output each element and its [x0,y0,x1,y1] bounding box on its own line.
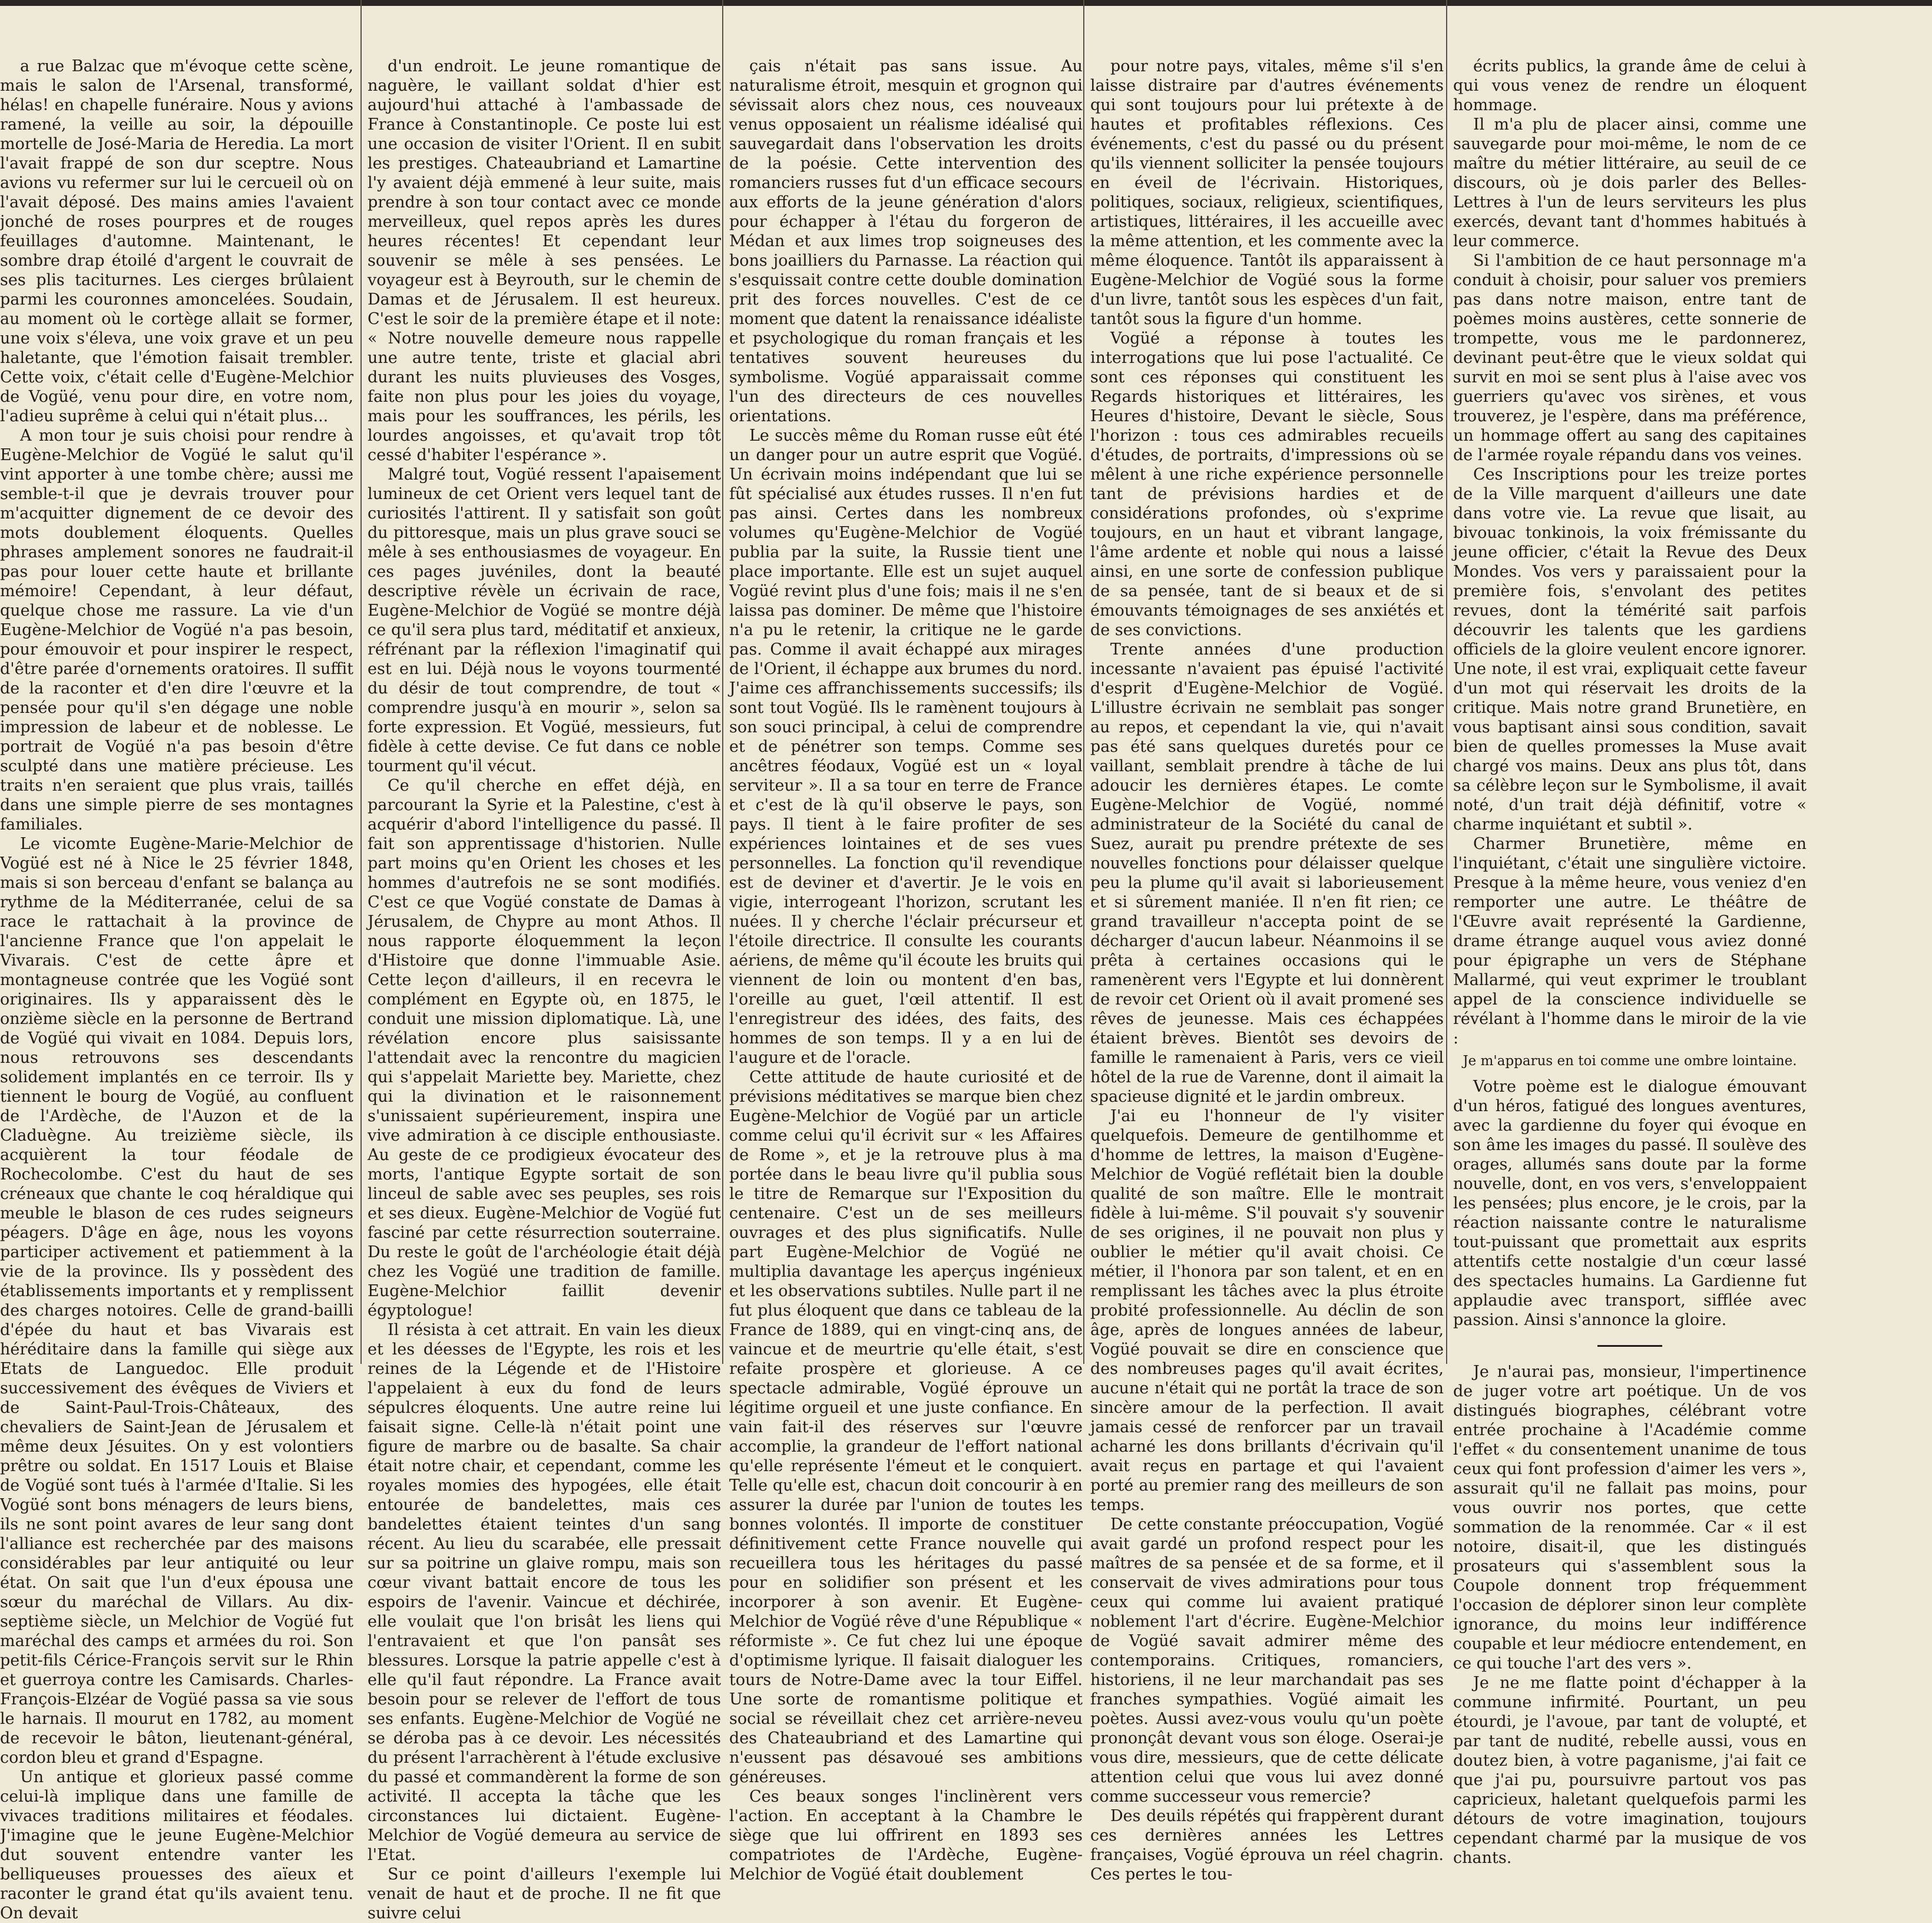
section-separator [1597,1345,1662,1347]
paragraph: Vogüé a réponse à toutes les interrogations que lui pose l'actualité. Ce sont ces réponses qui constituent les Regards historiques et littéraires, les Heures d'histoire, Devant le siècle, Sous l'horizon : tous ces admirables recueils d'études, de portraits, d'impressions où se mêlent à une riche expérience personnelle tant de prévisions hardies et de considérations profondes, où s'exprime toujours, en un haut et vibrant langage, l'âme ardente et noble qui nous a laissé ainsi, en une sorte de confession publique de sa pensée, tant de si beaux et de si émouvants témoignages de ses anxiétés et de ses convictions. [1090,329,1444,639]
column-rule [1446,0,1447,1364]
paragraph: Le vicomte Eugène-Marie-Melchior de Vogüé est né à Nice le 25 février 1848, mais si son berceau d'enfant se balança au rythme de la Méditerranée, celui de sa race le rattachait à la province de l'ancienne France que l'on appelait le Vivarais. C'est de cette âpre et montagneuse contrée que les Vogüé sont originaires. Ils y apparaissent dès le onzième siècle en la personne de Bertrand de Vogüé qui vivait en 1084. Depuis lors, nous retrouvons ses descendants solidement implantés en ce terroir. Ils y tiennent le bourg de Vogüé, au confluent de l'Ardèche, de l'Auzon et de la Claduègne. Au treizième siècle, ils acquièrent la tour féodale de Rochecolombe. C'est du haut de ses créneaux que chante le coq héraldique qui meuble le blason de ces rudes seigneurs péagers. D'âge en âge, nous les voyons participer activement et patiemment à la vie de la province. Ils y possèdent des établissements importants et y remplissent des charges notoires. Celle de grand-bailli d'épée du haut et bas Vivarais est héréditaire dans la famille qui siège aux Etats de Languedoc. Elle produit successivement des évêques de Viviers et de Saint-Paul-Trois-Châteaux, des chevaliers de Saint-Jean de Jérusalem et même deux Jésuites. On y est volontiers prêtre ou soldat. En 1517 Louis et Blaise de Vogüé sont tués à l'armée d'Italie. Si les Vogüé sont bons ménagers de leurs biens, ils ne sont point avares de leur sang dont l'alliance est recherchée par des maisons considérables par leur antiquité ou leur état. On sait que l'un d'eux épousa une sœur du maréchal de Villars. Au dix-septième siècle, un Melchior de Vogüé fut maréchal des camps et armées du roi. Son petit-fils Cérice-François servit sur le Rhin et guerroya contre les Camisards. Charles-François-Elzéar de Vogüé passa sa vie sous le harnais. Il mourut en 1782, au moment de recevoir le bâton, lieutenant-général, cordon bleu et grand d'Espagne. [0,835,353,1767]
paragraph: Il m'a plu de placer ainsi, comme une sauvegarde pour moi-même, le nom de ce maître du métier littéraire, au seuil de ce discours, où je dois parler des Belles-Lettres à l'un de leurs serviteurs les plus exercés, devant tant d'hommes habitués à leur commerce. [1453,115,1807,250]
paragraph: Malgré tout, Vogüé ressent l'apaisement lumineux de cet Orient vers lequel tant de curiosités l'attirent. Il y satisfait son goût du pittoresque, mais un plus grave souci se mêle à ses enthousiasmes de voyageur. En ces pages juvéniles, dont la beauté descriptive révèle un écrivain de race, Eugène-Melchior de Vogüé se montre déjà ce qu'il sera plus tard, méditatif et anxieux, réfrénant par la réflexion l'imaginatif qui est en lui. Déjà nous le voyons tourmenté du désir de tout comprendre, de tout « comprendre jusqu'à en mourir », selon sa forte expression. Et Vogüé, messieurs, fut fidèle à cette devise. Ce fut dans ce noble tourment qu'il vécut. [368,465,721,775]
paragraph: J'ai eu l'honneur de l'y visiter quelquefois. Demeure de gentilhomme et d'homme de lettres, la maison d'Eugène-Melchior de Vogüé reflétait bien la double qualité de son maître. Elle le montrait fidèle à lui-même. S'il pouvait s'y souvenir de ses origines, il ne pouvait non plus y oublier le métier qu'il avait choisi. Ce métier, il l'honora par son talent, et en en remplissant les tâches avec la plus étroite probité professionnelle. Au déclin de son âge, après de longues années de labeur, Vogüé pouvait se dire en conscience que des nombreuses pages qu'il avait écrites, aucune n'était qui ne portât la trace de son sincère amour de la perfection. Il avait jamais cessé de renforcer par un travail acharné les dons brillants d'écrivain qu'il avait reçus en partage et qui l'avaient porté au premier rang des meilleurs de son temps. [1090,1107,1444,1514]
column-rule [360,0,362,1364]
column-rule [1083,0,1084,1364]
paragraph: Trente années d'une production incessante n'avaient pas épuisé l'activité d'esprit d'Eugène-Melchior de Vogüé. L'illustre écrivain ne semblait pas songer au repos, et cependant la vie, qui n'avait pas été sans quelques duretés pour ce vaillant, semblait prendre à tâche de lui adoucir les dernières étapes. Le comte Eugène-Melchior de Vogüé, nommé administrateur de la Société du canal de Suez, aurait pu prendre prétexte de ses nouvelles fonctions pour délaisser quelque peu la plume qu'il avait si laborieusement et si sûrement maniée. Il n'en fit rien; ce grand travailleur n'accepta point de se décharger d'aucun labeur. Néanmoins il se prêta à certaines occasions qui le ramenèrent vers l'Egypte et lui donnèrent de revoir cet Orient où il avait promené ses rêves de jeunesse. Mais ces échappées étaient brèves. Bientôt ses devoirs de famille le ramenaient à Paris, vers ce vieil hôtel de la rue de Varenne, dont il aimait la spacieuse dignité et le jardin ombreux. [1090,640,1444,1106]
paragraph: écrits publics, la grande âme de celui à qui vous venez de rendre un éloquent hommage. [1453,57,1807,114]
paragraph: Si l'ambition de ce haut personnage m'a conduit à choisir, pour saluer vos premiers pas dans notre maison, entre tant de poèmes moins austères, cette sonnerie de trompette, vous me le pardonnerez, devinant peut-être que le vieux soldat qui survit en moi se sent plus à l'aise avec vos guerriers qu'avec vos sirènes, et vous trouverez, je l'espère, dans ma préférence, un hommage offert au sang des capitaines de l'armée royale répandu dans vos veines. [1453,252,1807,464]
paragraph: Charmer Brunetière, même en l'inquiétant, c'était une singulière victoire. Presque à la même heure, vous veniez d'en remporter une autre. Le théâtre de l'Œuvre avait représenté la Gardienne, drame étrange auquel vous aviez donné pour épigraphe un vers de Stéphane Mallarmé, qui veut exprimer le troublant appel de la conscience individuelle se révélant à l'homme dans le miroir de la vie : [1453,835,1807,1048]
paragraph: Le succès même du Roman russe eût été un danger pour un autre esprit que Vogüé. Un écrivain moins indépendant que lui se fût spécialisé aux études russes. Il n'en fut pas ainsi. Certes dans les nombreux volumes qu'Eugène-Melchior de Vogüé publia par la suite, la Russie tient une place importante. Elle est un sujet auquel Vogüé revint plus d'une fois; mais il ne s'en laissa pas dominer. De même que l'histoire n'a pu le retenir, la critique ne le garde pas. Comme il avait échappé aux mirages de l'Orient, il échappe aux brumes du nord. J'aime ces affranchissements successifs; ils sont tout Vogüé. Ils le ramènent toujours à son souci principal, à celui de comprendre et de pénétrer son temps. Comme ses ancêtres féodaux, Vogüé est un « loyal serviteur ». Il a sa tour en terre de France et c'est de là qu'il observe le pays, son pays. Il tient à le faire profiter de ses expériences lointaines et de ses vues personnelles. La fonction qu'il revendique est de deviner et d'avertir. Je le vois en vigie, interrogeant l'horizon, scrutant les nuées. Il y cherche l'éclair précurseur et l'étoile directrice. Il consulte les courants aériens, de même qu'il écoute les bruits qui viennent de loin ou montent d'en bas, l'oreille au guet, l'œil attentif. Il est l'enregistreur des idées, des faits, des hommes de son temps. Il y a en lui de l'augure et de l'oracle. [729,427,1083,1067]
column-3 [729,57,1083,1884]
paragraph: Sur ce point d'ailleurs l'exemple lui venait de haut et de proche. Il ne fit que suivre celui [368,1865,721,1922]
top-border [0,0,1932,6]
paragraph: Un antique et glorieux passé comme celui-là implique dans une famille de vivaces traditions militaires et féodales. J'imagine que le jeune Eugène-Melchior dut souvent entendre vanter les belliqueuses prouesses des aïeux et raconter le grand état qu'ils avaient tenu. On devait [0,1768,353,1922]
paragraph: d'un endroit. Le jeune romantique de naguère, le vaillant soldat d'hier est aujourd'hui attaché à l'ambassade de France à Constantinople. Ce poste lui est une occasion de visiter l'Orient. Il en subit les prestiges. Chateaubriand et Lamartine l'y avaient déjà emmené à leur suite, mais prendre à son tour contact avec ce monde merveilleux, quel repos après les dures heures récentes! Et cependant leur souvenir se mêle à ses pensées. Le voyageur est à Beyrouth, sur le chemin de Damas et de Jérusalem. Il est heureux. C'est le soir de la première étape et il note: « Notre nouvelle demeure nous rappelle une autre tente, triste et glacial abri durant les nuits pluvieuses des Vosges, faite non plus pour les joies du voyage, mais pour les souffrances, les périls, les lourdes angoisses, et qu'avait trop tôt cessé d'habiter l'espérance ». [368,57,721,464]
verse-quote: Je m'apparus en toi comme une ombre lointaine. [1463,1053,1797,1069]
column-rule [722,0,723,1364]
paragraph: Des deuils répétés qui frappèrent durant ces dernières années les Lettres françaises, Vogüé éprouva un réel chagrin. Ces pertes le tou- [1090,1807,1444,1884]
paragraph: Votre poème est le dialogue émouvant d'un héros, fatigué des longues aventures, avec la gardienne du foyer qui évoque en son âme les images du passé. Il soulève des orages, allumés sans doute par la forme nouvelle, dont, en vos vers, s'enveloppaient les pensées; plus encore, je le crois, par la réaction naissante contre le naturalisme tout-puissant que promettait aux esprits attentifs cette nostalgie d'un cœur lassé des spectacles humains. La Gardienne fut applaudie avec transport, sifflée avec passion. Ainsi s'annonce la gloire. [1453,1078,1807,1329]
column-4 [1090,57,1444,1884]
column-1 [0,57,353,1922]
paragraph: çais n'était pas sans issue. Au naturalisme étroit, mesquin et grognon qui sévissait alors chez nous, ces nouveaux venus opposaient un réalisme idéalisé qui sauvegardait dans l'observation les droits de la poésie. Cette intervention des romanciers russes fut d'un efficace secours aux efforts de la jeune génération d'alors pour échapper à l'étau du forgeron de Médan et aux limes trop soigneuses des bons joailliers du Parnasse. La réaction qui s'esquissait contre cette double domination prit des forces nouvelles. C'est de ce moment que datent la renaissance idéaliste et psychologique du roman français et les tentatives souvent heureuses du symbolisme. Vogüé apparaissait comme l'un des directeurs de ces nouvelles orientations. [729,57,1083,425]
paragraph: Il résista à cet attrait. En vain les dieux et les déesses de l'Egypte, les rois et les reines de la Légende et de l'Histoire l'appelaient à eux du fond de leurs sépulcres éloquents. Une autre reine lui faisait signe. Celle-là n'était point une figure de marbre ou de basalte. Sa chair était notre chair, et cependant, comme les royales momies des hypogées, elle était entourée de bandelettes, mais ces bandelettes étaient teintes d'un sang récent. Au lieu du scarabée, elle pressait sur sa poitrine un glaive rompu, mais son cœur vivant battait encore de tous les espoirs de l'avenir. Vaincue et déchirée, elle voulait que l'on brisât les liens qui l'entravaient et que l'on pansât ses blessures. Lorsque la patrie appelle c'est à elle qu'il faut répondre. La France avait besoin pour se relever de l'effort de tous ses enfants. Eugène-Melchior de Vogüé ne se déroba pas à ce devoir. Les nécessités du présent l'arrachèrent à l'étude exclusive du passé et commandèrent la forme de son activité. Il accepta la tâche que les circonstances lui dictaient. Eugène-Melchior de Vogüé demeura au service de l'Etat. [368,1321,721,1864]
paragraph: Ces Inscriptions pour les treize portes de la Ville marquent d'ailleurs une date dans votre vie. La revue que lisait, au bivouac tonkinois, la voix frémissante du jeune officier, c'était la Revue des Deux Mondes. Vos vers y paraissaient pour la première fois, s'envolant des petites revues, dont la témérité sait parfois découvrir les talents que les gardiens officiels de la gloire veulent encore ignorer. Une note, il est vrai, expliquait cette faveur d'un mot qui réservait les droits de la critique. Mais notre grand Brunetière, en vous baptisant ainsi sous condition, savait bien de quelles promesses la Muse avait chargé vos mains. Deux ans plus tôt, dans sa célèbre leçon sur le Symbolisme, il avait noté, d'un trait déjà définitif, votre « charme inquiétant et subtil ». [1453,465,1807,834]
paragraph: Cette attitude de haute curiosité et de prévisions méditatives se marque bien chez Eugène-Melchior de Vogüé par un article comme celui qu'il écrivit sur « les Affaires de Rome », et je la retrouve plus à ma portée dans le beau livre qu'il publia sous le titre de Remarque sur l'Exposition du centenaire. C'est un de ses meilleurs ouvrages et des plus significatifs. Nulle part Eugène-Melchior de Vogüé ne multiplia davantage les aperçus ingénieux et les observations subtiles. Nulle part il ne fut plus éloquent que dans ce tableau de la France de 1889, qui en vingt-cinq ans, de vaincue et de meurtrie qu'elle était, s'est refaite prospère et glorieuse. A ce spectacle admirable, Vogüé éprouve un légitime orgueil et une juste confiance. En vain fait-il des réserves sur l'œuvre accomplie, la grandeur de l'effort national qu'elle représente l'émeut et le conquiert. Telle qu'elle est, chacun doit concourir à en assurer la durée par l'union de toutes les bonnes volontés. Il importe de constituer définitivement cette France nouvelle qui recueillera tous les héritages du passé pour en solidifier son présent et les incorporer à son avenir. Et Eugène-Melchior de Vogüé rêve d'une République « réformiste ». Ce fut chez lui une époque d'optimisme lyrique. Il faisait dialoguer les tours de Notre-Dame avec la tour Eiffel. Une sorte de romantisme politique et social se réveillait chez cet arrière-neveu des Chateaubriand et des Lamartine qui n'eussent pas désavoué ses ambitions généreuses. [729,1068,1083,1786]
paragraph: Ce qu'il cherche en effet déjà, en parcourant la Syrie et la Palestine, c'est à acquérir d'abord l'intelligence du passé. Il fait son apprentissage d'historien. Nulle part moins qu'en Orient les choses et les hommes d'autrefois ne se sont modifiés. C'est ce que Vogüé constate de Damas à Jérusalem, de Chypre au mont Athos. Il nous rapporte éloquemment la leçon d'Histoire que donne l'immuable Asie. Cette leçon d'ailleurs, il en recevra le complément en Egypte où, en 1875, le conduit une mission diplomatique. Là, une révélation encore plus saisissante l'attendait avec la rencontre du magicien qui s'appelait Mariette bey. Mariette, chez qui la divination et le raisonnement s'unissaient supérieurement, inspira une vive admiration à ce disciple enthousiaste. Au geste de ce prodigieux évocateur des morts, l'antique Egypte sortait de son linceul de sable avec ses peuples, ses rois et ses dieux. Eugène-Melchior de Vogüé fut fasciné par cette résurrection souterraine. Du reste le goût de l'archéologie était déjà chez les Vogüé une tradition de famille. Eugène-Melchior faillit devenir égyptologue! [368,777,721,1320]
paragraph: A mon tour je suis choisi pour rendre à Eugène-Melchior de Vogüé le salut qu'il vint apporter à une tombe chère; aussi me semble-t-il que je devrais trouver pour m'acquitter dignement de ce devoir des mots doublement éloquents. Quelles phrases amplement sonores ne faudrait-il pas pour louer cette haute et brillante mémoire! Cependant, à leur défaut, quelque chose me rassure. La vie d'un Eugène-Melchior de Vogüé n'a pas besoin, pour émouvoir et pour inspirer le respect, d'être parée d'ornements oratoires. Il suffit de la raconter et d'en dire l'œuvre et la pensée pour qu'il s'en dégage une noble impression de labeur et de noblesse. Le portrait de Vogüé n'a pas besoin d'être sculpté dans une matière précieuse. Les traits n'en seraient que plus vrais, taillés dans une simple pierre de ses montagnes familiales. [0,427,353,834]
paragraph: pour notre pays, vitales, même s'il s'en laisse distraire par d'autres événements qui sont toujours pour lui prétexte à de hautes et profitables réflexions. Ces événements, c'est du passé ou du présent qu'ils viennent solliciter la pensée toujours en éveil de l'écrivain. Historiques, politiques, sociaux, religieux, scientifiques, artistiques, littéraires, il les accueille avec la même attention, et les commente avec la même éloquence. Tantôt ils apparaissent à Eugène-Melchior de Vogüé sous la forme d'un livre, tantôt sous les espèces d'un fait, tantôt sous la figure d'un homme. [1090,57,1444,328]
paragraph: Je ne me flatte point d'échapper à la commune infirmité. Pourtant, un peu étourdi, je l'avoue, par tant de volupté, et par tant de nudité, rebelle aussi, vous en doutez bien, à votre paganisme, j'ai fait ce que j'ai pu, poursuivre partout vos pas capricieux, haletant quelquefois parmi les détours de votre imagination, toujours cependant charmé par la musique de vos chants. [1453,1674,1807,1867]
paragraph: a rue Balzac que m'évoque cette scène, mais le salon de l'Arsenal, transformé, hélas! en chapelle funéraire. Nous y avions ramené, la veille au soir, la dépouille mortelle de José-Maria de Heredia. La mort l'avait frappé de son dur sceptre. Nous avions vu refermer sur lui le cercueil où on l'avait déposé. Des mains amies l'avaient jonché de roses pourpres et de rouges feuillages d'automne. Maintenant, le sombre drap étoilé d'argent le couvrait de ses plis taciturnes. Les cierges brûlaient parmi les couronnes amoncelées. Soudain, au moment où le cortège allait se former, une voix s'éleva, une voix grave et un peu haletante, que l'émotion faisait trembler. Cette voix, c'était celle d'Eugène-Melchior de Vogüé, venu pour dire, en votre nom, l'adieu suprême à celui qui n'était plus... [0,57,353,425]
column-5 [1453,57,1807,1867]
paragraph: Je n'aurai pas, monsieur, l'impertinence de juger votre art poétique. Un de vos distingués biographes, célébrant votre entrée prochaine à l'Académie comme l'effet « du consentement unanime de tous ceux qui font profession d'aimer les vers », assurait qu'il ne fallait pas moins, pour vous ouvrir nos portes, que cette sommation de la renommée. Car « il est notoire, disait-il, que les distingués prosateurs qui s'assemblent sous la Coupole donnent trop fréquemment l'occasion de déplorer sinon leur complète ignorance, du moins leur indifférence coupable et leur médiocre entendement, en ce qui touche l'art des vers ». [1453,1363,1807,1673]
paragraph: De cette constante préoccupation, Vogüé avait gardé un profond respect pour les maîtres de sa pensée et de sa forme, et il conservait de vives admirations pour tous ceux qui comme lui avaient pratiqué noblement l'art d'écrire. Eugène-Melchior de Vogüé savait admirer même des contemporains. Critiques, romanciers, historiens, il ne leur marchandait pas ses franches sympathies. Vogüé aimait les poètes. Aussi avez-vous voulu qu'un poète prononçât devant vous son éloge. Oserai-je vous dire, messieurs, que de cette délicate attention celui que vous lui avez donné comme successeur vous remercie? [1090,1515,1444,1806]
column-2 [368,57,721,1922]
paragraph: Ces beaux songes l'inclinèrent vers l'action. En acceptant à la Chambre le siège que lui offrirent en 1893 ses compatriotes de l'Ardèche, Eugène-Melchior de Vogüé était doublement [729,1787,1083,1884]
